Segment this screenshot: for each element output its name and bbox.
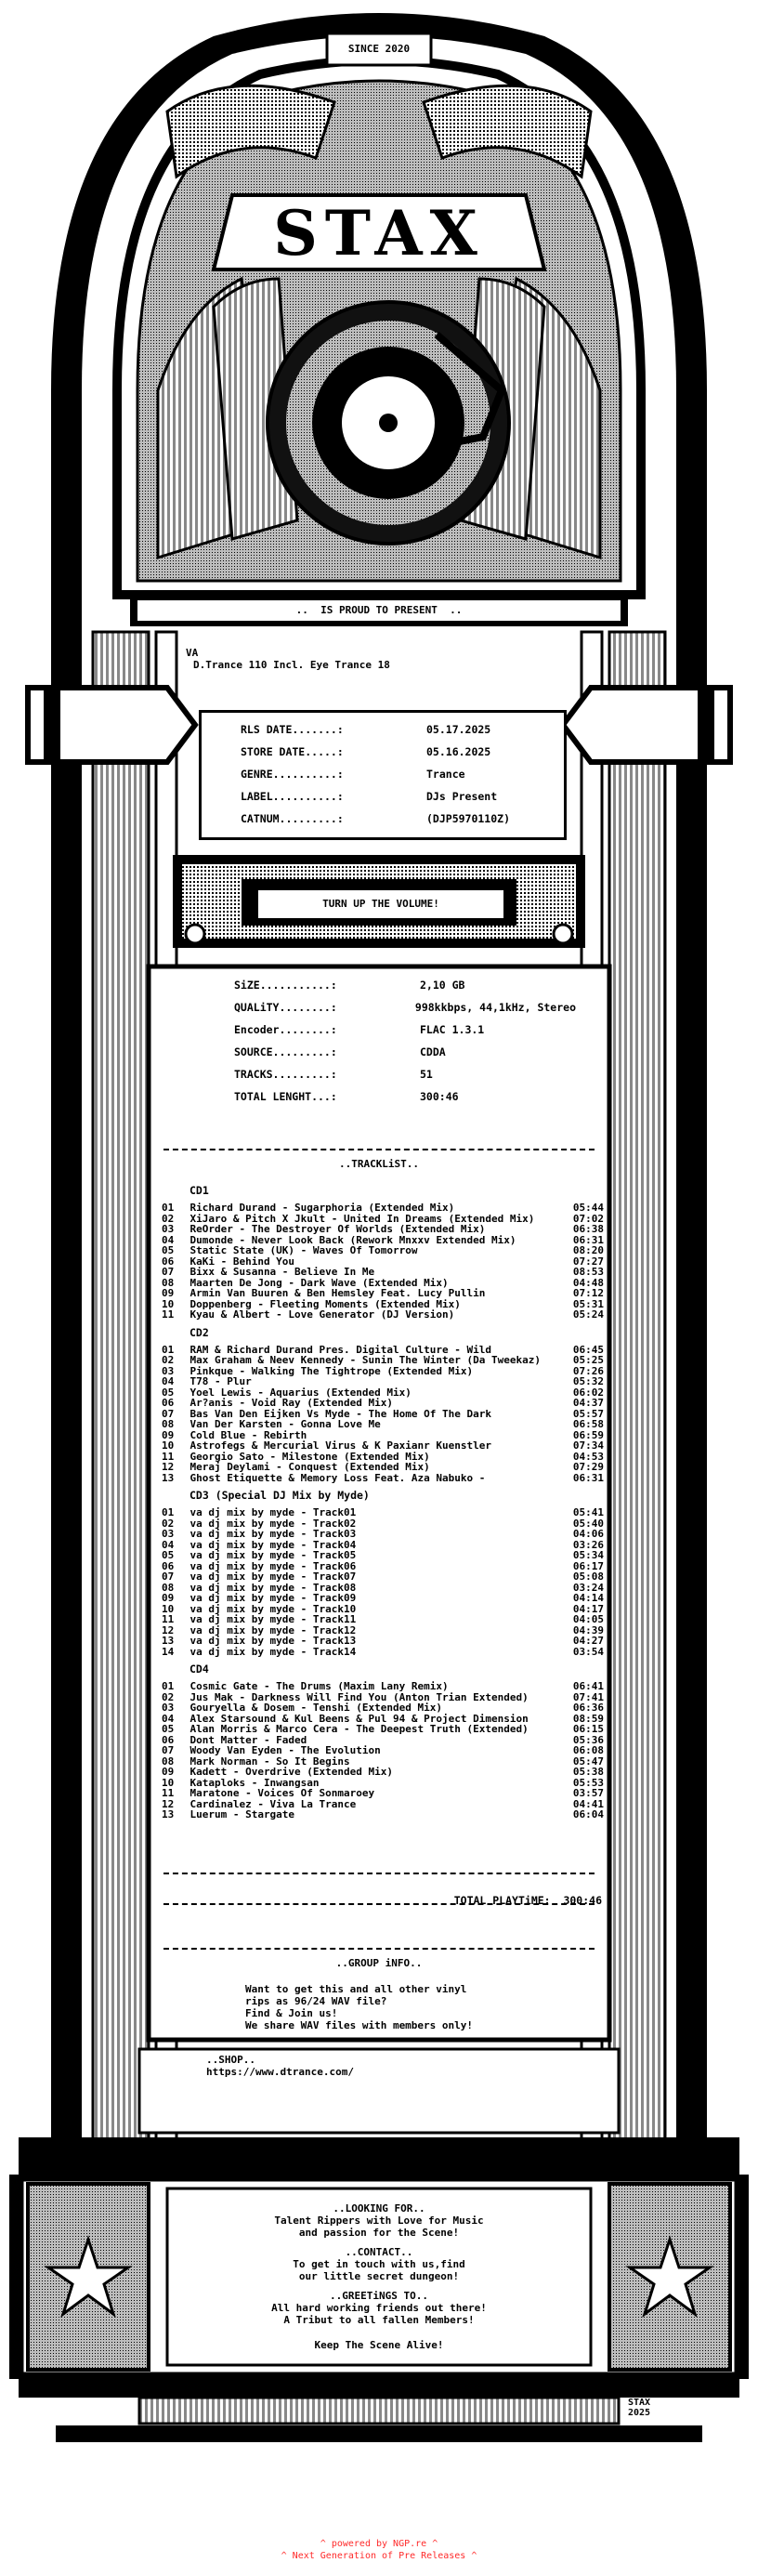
greetings-title: ..GREETiNGS TO.. <box>330 2290 428 2302</box>
track-title: Meraj Deylami - Conquest (Extended Mix) <box>190 1462 430 1473</box>
greetings-line: All hard working friends out there! <box>271 2302 487 2314</box>
cd-heading: CD3 (Special DJ Mix by Myde) <box>190 1489 370 1502</box>
track-title: Cosmic Gate - The Drums (Maxim Lany Remix) <box>190 1681 449 1692</box>
track-duration: 07:29 <box>572 1461 604 1473</box>
track-duration: 05:31 <box>572 1297 604 1310</box>
track-duration: 03:26 <box>572 1538 604 1551</box>
track-title: Kadett - Overdrive (Extended Mix) <box>190 1767 394 1778</box>
track-number: 13 <box>162 1471 175 1484</box>
track-duration: 06:58 <box>572 1418 604 1430</box>
track-row <box>162 1267 604 1278</box>
credits-panel <box>171 2202 587 2351</box>
track-row <box>162 1419 604 1430</box>
track-duration: 06:17 <box>572 1559 604 1572</box>
info-value: Trance <box>426 768 465 781</box>
track-title: va dj mix by myde - Track01 <box>190 1507 357 1518</box>
track-number: 04 <box>162 1233 175 1246</box>
track-title: Yoel Lewis - Aquarius (Extended Mix) <box>190 1387 412 1398</box>
track-number: 06 <box>162 1559 175 1572</box>
track-row <box>162 1355 604 1366</box>
track-duration: 08:53 <box>572 1266 604 1278</box>
track-number: 08 <box>162 1418 175 1430</box>
track-row <box>162 1745 604 1756</box>
group-info-line: Find & Join us! <box>245 2007 338 2019</box>
track-duration: 06:04 <box>572 1808 604 1820</box>
track-duration: 03:54 <box>572 1645 604 1658</box>
track-number: 01 <box>162 1202 175 1214</box>
track-row <box>162 1366 604 1377</box>
track-duration: 06:31 <box>572 1471 604 1484</box>
track-duration: 06:59 <box>572 1428 604 1441</box>
track-row <box>162 1593 604 1604</box>
track-duration: 05:57 <box>572 1407 604 1420</box>
signature-line-2: 2025 <box>628 2408 651 2418</box>
track-number: 02 <box>162 1354 175 1366</box>
track-duration: 04:37 <box>572 1397 604 1409</box>
track-number: 13 <box>162 1635 175 1647</box>
track-duration: 06:41 <box>572 1680 604 1692</box>
info-key: CATNUM.........: <box>241 812 344 825</box>
tech-row <box>234 1019 576 1041</box>
info-key: LABEL..........: <box>241 790 344 803</box>
track-row <box>162 1636 604 1647</box>
info-value: 05.17.2025 <box>426 723 491 736</box>
track-duration: 04:17 <box>572 1602 604 1615</box>
cd-heading: CD1 <box>190 1184 209 1197</box>
track-row <box>162 1714 604 1725</box>
contact-line: To get in touch with us,find <box>293 2258 465 2270</box>
track-title: Dont Matter - Faded <box>190 1734 307 1745</box>
track-title: Van Der Karsten - Gonna Love Me <box>190 1419 381 1430</box>
keep-alive: Keep The Scene Alive! <box>314 2339 444 2351</box>
track-title: Cardinalez - Viva La Trance <box>190 1798 357 1809</box>
track-row <box>162 1788 604 1799</box>
track-number: 10 <box>162 1439 175 1452</box>
group-info-text <box>245 1983 473 2031</box>
tracklist <box>162 1178 604 1820</box>
track-row <box>162 1724 604 1735</box>
track-number: 07 <box>162 1407 175 1420</box>
track-title: Max Graham & Neev Kennedy - Sunin The Winter (Da Tweekaz) <box>190 1355 541 1366</box>
track-title: va dj mix by myde - Track03 <box>190 1529 357 1540</box>
footer-tagline: ^ Next Generation of Pre Releases ^ <box>281 2551 477 2561</box>
track-title: va dj mix by myde - Track14 <box>190 1646 357 1657</box>
track-title: va dj mix by myde - Track06 <box>190 1560 357 1571</box>
turn-up-volume-button[interactable]: TURN UP THE VOLUME! <box>256 888 505 920</box>
track-title: Armin Van Buuren & Ben Hemsley Feat. Lucy Pullin <box>190 1288 486 1299</box>
track-row <box>162 1214 604 1225</box>
track-title: va dj mix by myde - Track05 <box>190 1550 357 1561</box>
track-row <box>162 1345 604 1356</box>
track-duration: 05:24 <box>572 1308 604 1321</box>
track-number: 01 <box>162 1506 175 1518</box>
info-row <box>241 785 564 808</box>
track-number: 04 <box>162 1712 175 1725</box>
track-title: Gouryella & Dosem - Tenshi (Extended Mix) <box>190 1702 442 1714</box>
info-value: (DJP5970110Z) <box>426 812 511 825</box>
track-duration: 03:24 <box>572 1581 604 1594</box>
track-title: Georgio Sato - Milestone (Extended Mix) <box>190 1451 430 1462</box>
looking-for-title: ..LOOKING FOR.. <box>333 2202 425 2215</box>
track-duration: 05:41 <box>572 1506 604 1518</box>
track-row <box>162 1507 604 1518</box>
tech-value: 998kkbps, 44,1kHz, Stereo <box>414 1001 576 1014</box>
total-playtime-label: TOTAL PLAYTiME: <box>453 1894 551 1907</box>
track-number: 07 <box>162 1266 175 1278</box>
signature-line-1: STAX <box>628 2398 651 2408</box>
track-title: va dj mix by myde - Track13 <box>190 1636 357 1647</box>
info-key: RLS DATE.......: <box>241 723 344 736</box>
tech-key: SiZE...........: <box>234 979 337 992</box>
track-number: 02 <box>162 1690 175 1703</box>
track-title: va dj mix by myde - Track12 <box>190 1624 357 1636</box>
track-row <box>162 1398 604 1409</box>
track-row <box>162 1583 604 1594</box>
track-row <box>162 1540 604 1551</box>
track-title: Maratone - Voices Of Sonmaroey <box>190 1788 375 1799</box>
track-title: Ghost Etiquette & Memory Loss Feat. Aza Nabuko - <box>190 1472 486 1483</box>
track-duration: 05:38 <box>572 1766 604 1778</box>
track-title: Woody Van Eyden - The Evolution <box>190 1745 381 1756</box>
track-row <box>162 1778 604 1789</box>
track-duration: 05:08 <box>572 1571 604 1583</box>
track-row <box>162 1245 604 1256</box>
track-number: 06 <box>162 1733 175 1746</box>
track-row <box>162 1625 604 1636</box>
track-duration: 06:31 <box>572 1233 604 1246</box>
track-title: Cold Blue - Rebirth <box>190 1429 307 1440</box>
track-number: 10 <box>162 1602 175 1615</box>
track-row <box>162 1561 604 1572</box>
info-value: DJs Present <box>426 790 498 803</box>
track-row <box>162 1550 604 1561</box>
tracklist-title: ..TRACKLiST.. <box>338 1158 420 1170</box>
info-key: GENRE..........: <box>241 768 344 781</box>
track-title: Dumonde - Never Look Back (Rework Mnxxv Extended Mix) <box>190 1234 516 1245</box>
track-number: 12 <box>162 1797 175 1810</box>
track-number: 05 <box>162 1244 175 1256</box>
tech-key: SOURCE.........: <box>234 1045 337 1058</box>
track-number: 03 <box>162 1528 175 1540</box>
track-row <box>162 1376 604 1387</box>
track-row <box>162 1799 604 1810</box>
tech-row <box>234 996 576 1019</box>
track-row <box>162 1756 604 1768</box>
stax-logo: STAX <box>273 197 485 269</box>
contact-title: ..CONTACT.. <box>345 2246 413 2258</box>
track-duration: 05:47 <box>572 1755 604 1768</box>
track-row <box>162 1647 604 1658</box>
contact-line: our little secret dungeon! <box>298 2270 460 2282</box>
track-title: va dj mix by myde - Track10 <box>190 1603 357 1614</box>
track-row <box>162 1681 604 1692</box>
tech-row <box>234 974 576 996</box>
group-info-line: Want to get this and all other vinyl <box>245 1983 467 1995</box>
track-number: 08 <box>162 1276 175 1289</box>
track-row <box>162 1440 604 1452</box>
track-duration: 04:14 <box>572 1592 604 1604</box>
track-title: Bas Van Den Eijken Vs Myde - The Home Of The Dark <box>190 1408 491 1419</box>
track-number: 03 <box>162 1223 175 1235</box>
cd-heading: CD4 <box>190 1663 209 1676</box>
track-number: 12 <box>162 1461 175 1473</box>
track-duration: 06:45 <box>572 1343 604 1356</box>
track-title: va dj mix by myde - Track07 <box>190 1571 357 1583</box>
track-number: 02 <box>162 1517 175 1530</box>
info-row <box>241 808 564 830</box>
info-value: 05.16.2025 <box>426 745 491 758</box>
tech-key: TOTAL LENGHT...: <box>234 1090 337 1103</box>
track-title: Alex Starsound & Kul Beens & Pul 94 & Project Dimension <box>190 1713 529 1724</box>
track-row <box>162 1473 604 1484</box>
track-duration: 05:40 <box>572 1517 604 1530</box>
track-title: Astrofegs & Mercurial Virus & K Paxianr Kuenstler <box>190 1440 491 1452</box>
track-number: 10 <box>162 1297 175 1310</box>
track-number: 09 <box>162 1592 175 1604</box>
track-title: va dj mix by myde - Track09 <box>190 1593 357 1604</box>
footer-powered-by: ^ powered by NGP.re ^ <box>320 2539 438 2549</box>
track-row <box>162 1409 604 1420</box>
release-title: D.Trance 110 Incl. Eye Trance 18 <box>193 659 390 671</box>
track-row <box>162 1256 604 1268</box>
tech-value: FLAC 1.3.1 <box>420 1023 485 1036</box>
track-row <box>162 1767 604 1778</box>
track-number: 07 <box>162 1744 175 1756</box>
track-duration: 04:27 <box>572 1635 604 1647</box>
group-info-title: ..GROUP iNFO.. <box>335 1957 423 1969</box>
track-title: Kyau & Albert - Love Generator (DJ Version) <box>190 1309 455 1321</box>
track-title: Pinkque - Walking The Tightrope (Extended Mix) <box>190 1365 474 1376</box>
greetings-line: A Tribut to all fallen Members! <box>283 2314 475 2326</box>
track-duration: 03:57 <box>572 1787 604 1799</box>
shop-label: ..SHOP.. <box>206 2054 255 2066</box>
track-number: 04 <box>162 1538 175 1551</box>
info-key: STORE DATE.....: <box>241 745 344 758</box>
tech-key: Encoder........: <box>234 1023 337 1036</box>
tech-row <box>234 1085 576 1108</box>
tech-value: 51 <box>420 1068 433 1081</box>
track-title: RAM & Richard Durand Pres. Digital Culture - Wild <box>190 1344 491 1355</box>
track-number: 02 <box>162 1212 175 1225</box>
track-row <box>162 1278 604 1289</box>
track-duration: 06:38 <box>572 1223 604 1235</box>
track-title: Mark Norman - So It Begins <box>190 1755 350 1767</box>
track-number: 03 <box>162 1364 175 1377</box>
track-duration: 07:02 <box>572 1212 604 1225</box>
track-row <box>162 1387 604 1399</box>
track-row <box>162 1299 604 1310</box>
track-number: 10 <box>162 1776 175 1789</box>
cd-heading: CD2 <box>190 1325 209 1339</box>
track-title: Doppenberg - Fleeting Moments (Extended Mix) <box>190 1298 461 1309</box>
release-info-panel <box>199 710 567 840</box>
track-title: Richard Durand - Sugarphoria (Extended Mix) <box>190 1203 455 1214</box>
track-duration: 05:25 <box>572 1354 604 1366</box>
track-duration: 07:41 <box>572 1690 604 1703</box>
tech-value: 2,10 GB <box>420 979 465 992</box>
track-duration: 06:02 <box>572 1386 604 1399</box>
track-number: 11 <box>162 1308 175 1321</box>
track-row <box>162 1224 604 1235</box>
track-number: 05 <box>162 1723 175 1735</box>
track-row <box>162 1735 604 1746</box>
track-row <box>162 1571 604 1583</box>
track-number: 11 <box>162 1613 175 1625</box>
shop-link[interactable]: https://www.dtrance.com/ <box>206 2066 354 2078</box>
track-duration: 06:15 <box>572 1723 604 1735</box>
group-info-line: We share WAV files with members only! <box>245 2019 474 2031</box>
track-title: Luerum - Stargate <box>190 1809 295 1820</box>
track-duration: 07:27 <box>572 1255 604 1268</box>
track-row <box>162 1235 604 1246</box>
track-number: 07 <box>162 1571 175 1583</box>
track-number: 08 <box>162 1755 175 1768</box>
track-number: 06 <box>162 1255 175 1268</box>
track-number: 03 <box>162 1702 175 1714</box>
tech-key: TRACKS.........: <box>234 1068 337 1081</box>
track-duration: 05:53 <box>572 1776 604 1789</box>
since-label: SINCE 2020 <box>347 43 411 55</box>
track-title: Ar?anis - Void Ray (Extended Mix) <box>190 1398 394 1409</box>
track-duration: 04:05 <box>572 1613 604 1625</box>
tech-row <box>234 1063 576 1085</box>
info-row <box>241 763 564 785</box>
tech-info-panel <box>186 972 576 1121</box>
total-playtime-row <box>163 1881 602 1907</box>
track-number: 09 <box>162 1287 175 1299</box>
track-title: Alan Morris & Marco Cera - The Deepest Truth (Extended) <box>190 1724 529 1735</box>
track-row <box>162 1518 604 1530</box>
track-number: 05 <box>162 1549 175 1561</box>
track-duration: 05:44 <box>572 1202 604 1214</box>
looking-for-line: and passion for the Scene! <box>298 2227 460 2239</box>
track-title: Bixx & Susanna - Believe In Me <box>190 1267 375 1278</box>
looking-for-line: Talent Rippers with Love for Music <box>274 2215 484 2227</box>
track-row <box>162 1702 604 1714</box>
track-number: 13 <box>162 1808 175 1820</box>
track-row <box>162 1452 604 1463</box>
track-title: va dj mix by myde - Track02 <box>190 1518 357 1529</box>
group-info-line: rips as 96/24 WAV file? <box>245 1995 387 2007</box>
track-number: 01 <box>162 1680 175 1692</box>
tech-value: 300:46 <box>420 1090 459 1103</box>
track-duration: 05:36 <box>572 1733 604 1746</box>
track-title: Static State (UK) - Waves Of Tomorrow <box>190 1245 418 1256</box>
track-number: 01 <box>162 1343 175 1356</box>
release-artist: VA <box>186 647 199 659</box>
track-row <box>162 1529 604 1540</box>
track-duration: 04:06 <box>572 1528 604 1540</box>
track-number: 06 <box>162 1397 175 1409</box>
track-duration: 04:48 <box>572 1276 604 1289</box>
track-number: 09 <box>162 1766 175 1778</box>
signature <box>628 2398 650 2418</box>
track-number: 11 <box>162 1787 175 1799</box>
track-number: 09 <box>162 1428 175 1441</box>
track-duration: 04:41 <box>572 1797 604 1810</box>
tech-key: QUALiTY........: <box>234 1001 337 1014</box>
track-duration: 07:34 <box>572 1439 604 1452</box>
track-duration: 05:32 <box>572 1375 604 1387</box>
track-row <box>162 1309 604 1321</box>
tech-row <box>234 1041 576 1063</box>
track-number: 05 <box>162 1386 175 1399</box>
track-title: va dj mix by myde - Track08 <box>190 1582 357 1593</box>
track-title: va dj mix by myde - Track04 <box>190 1539 357 1550</box>
info-row <box>241 718 564 741</box>
track-row <box>162 1809 604 1820</box>
track-title: Jus Mak - Darkness Will Find You (Anton Trian Extended) <box>190 1691 529 1702</box>
track-number: 12 <box>162 1623 175 1636</box>
track-title: Maarten De Jong - Dark Wave (Extended Mix) <box>190 1277 449 1288</box>
track-number: 08 <box>162 1581 175 1594</box>
track-title: va dj mix by myde - Track11 <box>190 1614 357 1625</box>
track-number: 11 <box>162 1450 175 1463</box>
proud-banner: .. IS PROUD TO PRESENT .. <box>295 604 463 616</box>
track-duration: 05:34 <box>572 1549 604 1561</box>
track-duration: 06:36 <box>572 1702 604 1714</box>
track-row <box>162 1203 604 1214</box>
track-duration: 08:20 <box>572 1244 604 1256</box>
total-playtime-value: 300:46 <box>563 1894 602 1907</box>
track-row <box>162 1614 604 1625</box>
tech-value: CDDA <box>420 1045 446 1058</box>
info-row <box>241 741 564 763</box>
track-duration: 07:26 <box>572 1364 604 1377</box>
track-row <box>162 1430 604 1441</box>
track-duration: 04:53 <box>572 1450 604 1463</box>
track-duration: 04:39 <box>572 1623 604 1636</box>
track-row <box>162 1288 604 1299</box>
track-number: 14 <box>162 1645 175 1658</box>
track-title: T78 - Plur <box>190 1376 252 1387</box>
track-title: XiJaro & Pitch X Jkult - United In Dreams (Extended Mix) <box>190 1213 535 1224</box>
track-row <box>162 1462 604 1473</box>
track-duration: 07:12 <box>572 1287 604 1299</box>
track-row <box>162 1692 604 1703</box>
track-duration: 08:59 <box>572 1712 604 1725</box>
track-row <box>162 1604 604 1615</box>
track-title: Kataploks - Inwangsan <box>190 1777 320 1788</box>
track-title: KaKi - Behind You <box>190 1255 295 1267</box>
track-duration: 06:08 <box>572 1744 604 1756</box>
track-number: 04 <box>162 1375 175 1387</box>
track-title: ReOrder - The Destroyer Of Worlds (Extended Mix) <box>190 1224 486 1235</box>
